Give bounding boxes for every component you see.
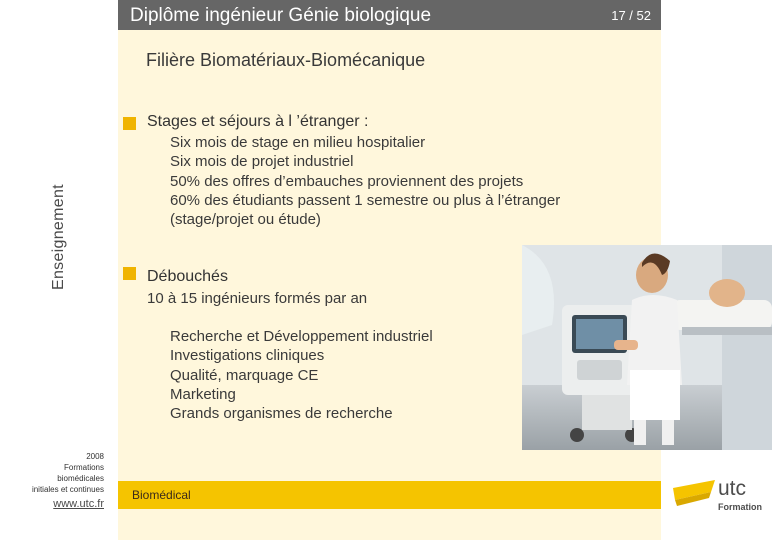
vertical-label-text: Enseignement	[50, 184, 67, 290]
website-link[interactable]: www.utc.fr	[53, 498, 104, 510]
bullet-square-icon	[123, 117, 136, 130]
list-item: 50% des offres d’embauches proviennent des projets	[170, 172, 524, 190]
footer-bar	[118, 481, 661, 509]
footer-label: Biomédical	[132, 488, 191, 502]
note-line: 2008	[86, 452, 104, 461]
left-note	[20, 451, 104, 495]
list-item: Marketing	[170, 385, 236, 403]
page-title: Diplôme ingénieur Génie biologique	[130, 5, 432, 26]
list-item: (stage/projet ou étude)	[170, 211, 321, 229]
bullet-square-icon	[123, 267, 136, 280]
stages-list	[170, 133, 560, 229]
debouches-title: Débouchés	[147, 268, 228, 285]
debouches-list	[170, 327, 433, 423]
left-panel	[0, 0, 118, 540]
list-item: Six mois de projet industriel	[170, 153, 354, 171]
utc-logo	[671, 474, 771, 514]
list-item: Six mois de stage en milieu hospitalier	[170, 134, 426, 151]
list-item: Investigations cliniques	[170, 347, 325, 365]
page-number: 17 / 52	[611, 8, 651, 23]
note-line: biomédicales	[57, 474, 104, 483]
debouches-intro: 10 à 15 ingénieurs formés par an	[147, 290, 368, 307]
hospital-scene-illustration	[522, 245, 772, 450]
list-item: Grands organismes de recherche	[170, 405, 393, 423]
list-item: 60% des étudiants passent 1 semestre ou plus à l’étranger	[170, 191, 561, 209]
note-line: initiales et continues	[31, 485, 104, 494]
slide-header	[118, 0, 661, 30]
list-item: Qualité, marquage CE	[170, 366, 319, 384]
page-subtitle: Filière Biomatériaux-Biomécanique	[146, 50, 426, 70]
section-vertical-label	[50, 145, 70, 290]
utc-logo-mark-icon	[671, 474, 717, 514]
logo-subtext: Formation	[718, 502, 762, 512]
stages-title: Stages et séjours à l ’étranger :	[147, 113, 369, 130]
logo-text: utc	[718, 477, 747, 500]
list-item: Recherche et Développement industriel	[170, 328, 433, 345]
hospital-photo	[522, 245, 772, 450]
note-line: Formations	[63, 463, 104, 472]
